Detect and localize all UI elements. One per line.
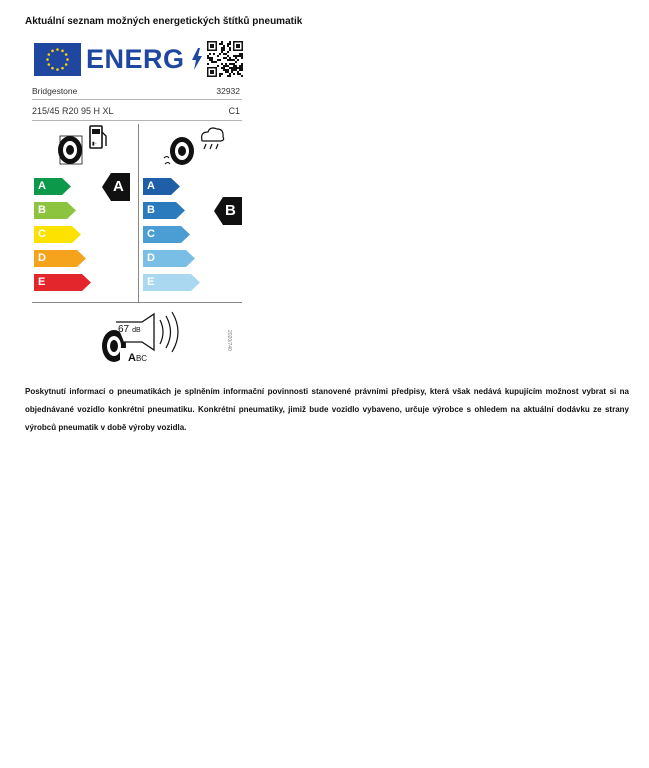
wet-grip-icon	[162, 124, 226, 168]
fuel-class-a-bar	[34, 178, 71, 195]
fuel-efficiency-icon	[56, 124, 108, 166]
fuel-class-label: D	[38, 252, 46, 264]
fuel-class-b-bar	[34, 202, 76, 219]
wet-class-label: D	[147, 252, 155, 264]
eu-flag-icon	[34, 43, 81, 76]
section-divider-horizontal	[32, 302, 242, 303]
tyre-energy-label	[32, 40, 244, 362]
wet-class-b-bar	[143, 202, 185, 219]
regulation-id: 2020/740	[226, 330, 232, 351]
fuel-class-label: A	[38, 180, 46, 192]
noise-class-active: A	[128, 352, 136, 364]
wet-class-label: C	[147, 228, 155, 240]
disclaimer-text: Poskytnutí informací o pneumatikách je splněním informační povinnosti stanovené právními předpisy, která však nedává kupujícím možnost vybrat si na objednávané vozidlo konkrétní pneumatiku. Konkrétní pneumatiky, jimiž bude vozidlo vybaveno, určuje výrobce s ohledem na aktuální dodávku ze strany výrobců pneumatik v době výroby vozidla.	[25, 387, 629, 432]
fuel-rating-indicator	[102, 173, 130, 201]
fuel-class-label: B	[38, 204, 46, 216]
qr-code-icon	[207, 41, 243, 77]
wet-class-label: B	[147, 204, 155, 216]
noise-db-value	[118, 324, 141, 335]
fuel-class-e-bar	[34, 274, 91, 291]
wet-class-c-bar	[143, 226, 190, 243]
tyre-class: C1	[228, 106, 240, 116]
fuel-class-label: C	[38, 228, 46, 240]
svg-text:▮◦: ▮◦	[92, 141, 97, 147]
fuel-efficiency-scale	[32, 178, 138, 288]
wet-rating-letter: B	[225, 202, 236, 219]
wet-grip-scale	[143, 178, 243, 288]
wet-class-d-bar	[143, 250, 195, 267]
wet-class-label: A	[147, 180, 155, 192]
fuel-rating-letter: A	[113, 178, 124, 195]
wet-class-e-bar	[143, 274, 200, 291]
wet-rating-indicator	[214, 197, 242, 225]
noise-class	[128, 352, 147, 364]
wet-class-label: E	[147, 276, 155, 288]
tyre-size: 215/45 R20 95 H XL	[32, 106, 114, 116]
label-header	[32, 40, 244, 78]
fuel-class-c-bar	[34, 226, 81, 243]
page-title: Aktuální seznam možných energetických štítků pneumatik	[25, 16, 303, 27]
energy-wordmark: ENERG	[86, 44, 185, 74]
wet-class-a-bar	[143, 178, 180, 195]
noise-section	[98, 308, 188, 364]
noise-unit: dB	[132, 327, 141, 334]
fuel-class-d-bar	[34, 250, 86, 267]
spec-row	[32, 106, 242, 121]
lightning-bolt-icon	[192, 48, 202, 70]
article-number: 32932	[216, 86, 240, 96]
noise-value: 67	[118, 324, 130, 335]
section-divider-vertical	[138, 124, 139, 302]
brand-row	[32, 86, 242, 100]
brand-name: Bridgestone	[32, 86, 78, 96]
noise-class-rest: BC	[135, 354, 148, 363]
fuel-class-label: E	[38, 276, 46, 288]
